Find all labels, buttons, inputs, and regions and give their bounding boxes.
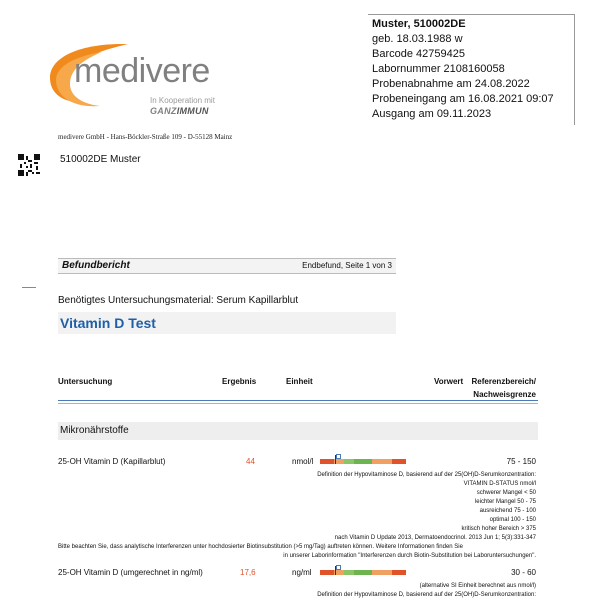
fold-mark: [22, 287, 36, 288]
sample-material: Benötigtes Untersuchungsmaterial: Serum Kapillarblut: [58, 295, 299, 306]
report-header-bar: [58, 258, 396, 274]
section-title: Mikronährstoffe: [60, 425, 129, 436]
logo-partner-part1: GANZ: [150, 106, 177, 116]
logo-cooperation: In Kooperation mit: [150, 96, 215, 105]
row2-range-gauge: [320, 570, 406, 575]
row1-label: 25-OH Vitamin D (Kapillarblut): [58, 457, 166, 466]
gauge-segment: [372, 459, 392, 464]
row2-unit: ng/ml: [292, 568, 312, 577]
row1-note-4: leichter Mangel 50 - 75: [474, 499, 536, 505]
row2-label: 25-OH Vitamin D (umgerechnet in ng/ml): [58, 568, 203, 577]
gauge-segment: [354, 459, 372, 464]
gauge-segment: [320, 570, 334, 575]
gauge-marker-flag: [336, 454, 341, 459]
row1-note-3: schwerer Mangel < 50: [476, 490, 536, 496]
patient-info-box: [368, 14, 575, 125]
patient-sample-date: Probenabnahme am 24.08.2022: [372, 78, 530, 90]
header-rule: [58, 400, 538, 401]
col-ergebnis: Ergebnis: [222, 377, 257, 386]
row1-range-gauge: [320, 459, 406, 464]
report-page-info: Endbefund, Seite 1 von 3: [302, 261, 392, 270]
logo-partner: [150, 106, 209, 116]
test-title: Vitamin D Test: [60, 315, 156, 331]
row2-reference: 30 - 60: [511, 568, 536, 577]
test-title-bar: [58, 312, 396, 334]
gauge-segment: [372, 570, 392, 575]
row1-warning-2: in unserer Laborinformation "Interferenzen durch Biotin-Substitution bei Laboruntersuchungen".: [283, 553, 536, 559]
logo-wordmark: medivere: [74, 52, 210, 90]
gauge-segment: [392, 459, 406, 464]
gauge-segment: [320, 459, 334, 464]
gauge-segment: [354, 570, 372, 575]
qr-code-icon: [18, 154, 40, 176]
row2-note-1: (alternative SI Einheit berechnet aus nmol/l): [419, 583, 536, 589]
patient-labnumber: Labornummer 2108160058: [372, 63, 505, 75]
patient-name: Muster, 510002DE: [372, 18, 466, 30]
col-referenz: Referenzbereich/: [471, 377, 536, 386]
row1-warning-1: Bitte beachten Sie, dass analytische Interferenzen unter hochdosierter Biotinsubstitution (>5 mg/Tag) auftreten können. Weitere Informationen finden Sie: [58, 544, 463, 550]
row1-note-8: nach Vitamin D Update 2013, Dermatoendocrinol. 2013 Jun 1; 5(3):331-347: [334, 535, 536, 541]
row1-reference: 75 - 150: [506, 457, 536, 466]
patient-birth: geb. 18.03.1988 w: [372, 33, 463, 45]
gauge-segment: [344, 570, 354, 575]
col-einheit: Einheit: [286, 377, 313, 386]
col-nachweisgrenze: Nachweisgrenze: [473, 390, 536, 399]
row2-value: 17,6: [240, 568, 256, 577]
gauge-segment: [344, 459, 354, 464]
row1-value: 44: [246, 457, 255, 466]
patient-received-date: Probeneingang am 16.08.2021 09:07: [372, 93, 554, 105]
row2-note-2: Definition der Hypovitaminose D, basierend auf der 25(OH)D-Serumkonzentration:: [317, 592, 536, 598]
col-untersuchung: Untersuchung: [58, 377, 113, 386]
sender-address: medivere GmbH - Hans-Böckler-Straße 109 - D-55128 Mainz: [58, 133, 233, 141]
row1-note-1: Definition der Hypovitaminose D, basierend auf der 25(OH)D-Serumkonzentration:: [317, 472, 536, 478]
recipient-line: 510002DE Muster: [60, 154, 141, 165]
gauge-segment: [392, 570, 406, 575]
section-bar: [58, 422, 538, 440]
col-vorwert: Vorwert: [434, 377, 464, 386]
row1-note-7: kritisch hoher Bereich > 375: [461, 526, 536, 532]
medivere-logo: [42, 38, 242, 120]
row1-note-2: VITAMIN D-STATUS nmol/l: [463, 481, 536, 487]
logo-partner-part2: IMMUN: [176, 106, 209, 116]
row1-note-6: optimal 100 - 150: [489, 517, 536, 523]
header-rule-secondary: [58, 403, 538, 404]
gauge-marker-flag: [336, 565, 341, 570]
row1-unit: nmol/l: [292, 457, 314, 466]
patient-barcode: Barcode 42759425: [372, 48, 465, 60]
row1-note-5: ausreichend 75 - 100: [479, 508, 536, 514]
patient-issue-date: Ausgang am 09.11.2023: [372, 108, 492, 120]
report-title: Befundbericht: [62, 260, 130, 271]
